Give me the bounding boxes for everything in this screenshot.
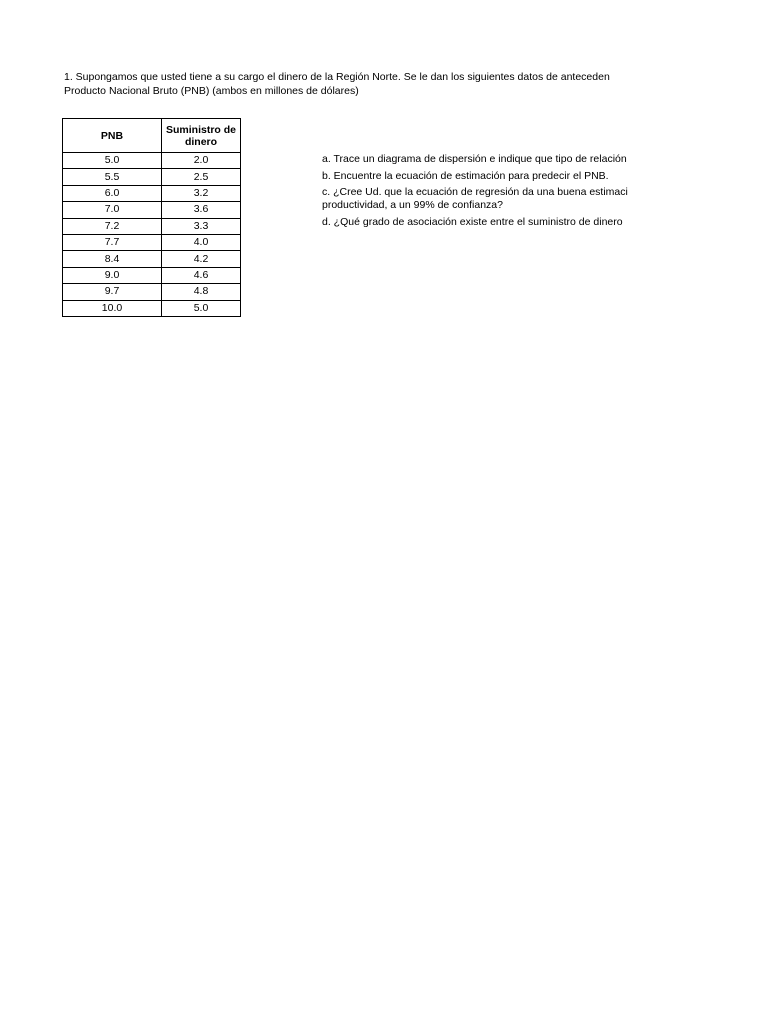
- cell-suministro: 2.5: [162, 169, 241, 185]
- question-b-text: b. Encuentre la ecuación de estimación para predecir el PNB.: [322, 169, 609, 182]
- cell-suministro: 5.0: [162, 300, 241, 316]
- cell-pnb: 5.0: [63, 153, 162, 169]
- question-c: [322, 186, 652, 212]
- table-row: [63, 284, 241, 300]
- cell-pnb: 7.7: [63, 234, 162, 250]
- cell-pnb: 9.0: [63, 267, 162, 283]
- question-d-text: d. ¿Qué grado de asociación existe entre el suministro de dinero: [322, 215, 623, 228]
- cell-suministro: 4.6: [162, 267, 241, 283]
- cell-suministro: 4.0: [162, 234, 241, 250]
- question-c-text-line-2: productividad, a un 99% de confianza?: [322, 199, 503, 211]
- table-row: [63, 185, 241, 201]
- cell-suministro: 4.2: [162, 251, 241, 267]
- cell-pnb: 7.0: [63, 202, 162, 218]
- header-suministro: Suministro de dinero: [162, 119, 241, 153]
- cell-pnb: 6.0: [63, 185, 162, 201]
- table-row: [63, 234, 241, 250]
- question-c-text-line-1: c. ¿Cree Ud. que la ecuación de regresión da una buena estimaci: [322, 186, 628, 198]
- cell-pnb: 7.2: [63, 218, 162, 234]
- table-row: [63, 251, 241, 267]
- question-a: [322, 153, 652, 166]
- cell-suministro: 3.6: [162, 202, 241, 218]
- cell-pnb: 10.0: [63, 300, 162, 316]
- problem-statement-line-2: Producto Nacional Bruto (PNB) (ambos en millones de dólares): [64, 84, 359, 97]
- header-pnb: PNB: [63, 119, 162, 153]
- problem-statement: [64, 71, 652, 98]
- cell-suministro: 3.3: [162, 218, 241, 234]
- cell-suministro: 4.8: [162, 284, 241, 300]
- question-d: [322, 216, 652, 229]
- table-row: [63, 169, 241, 185]
- cell-pnb: 5.5: [63, 169, 162, 185]
- cell-pnb: 8.4: [63, 251, 162, 267]
- table-row: [63, 153, 241, 169]
- question-a-text: a. Trace un diagrama de dispersión e indique que tipo de relación: [322, 153, 627, 165]
- table-row: [63, 267, 241, 283]
- questions-list: [322, 153, 652, 232]
- data-table: [62, 118, 241, 317]
- cell-suministro: 2.0: [162, 153, 241, 169]
- table-row: [63, 300, 241, 316]
- problem-statement-line-1: 1. Supongamos que usted tiene a su cargo el dinero de la Región Norte. Se le dan los siguientes datos de anteceden: [64, 71, 610, 83]
- cell-suministro: 3.2: [162, 185, 241, 201]
- table-body: [63, 153, 241, 317]
- table-row: [63, 202, 241, 218]
- question-b: [322, 170, 652, 183]
- table-row: [63, 218, 241, 234]
- table-header-row: [63, 119, 241, 153]
- cell-pnb: 9.7: [63, 284, 162, 300]
